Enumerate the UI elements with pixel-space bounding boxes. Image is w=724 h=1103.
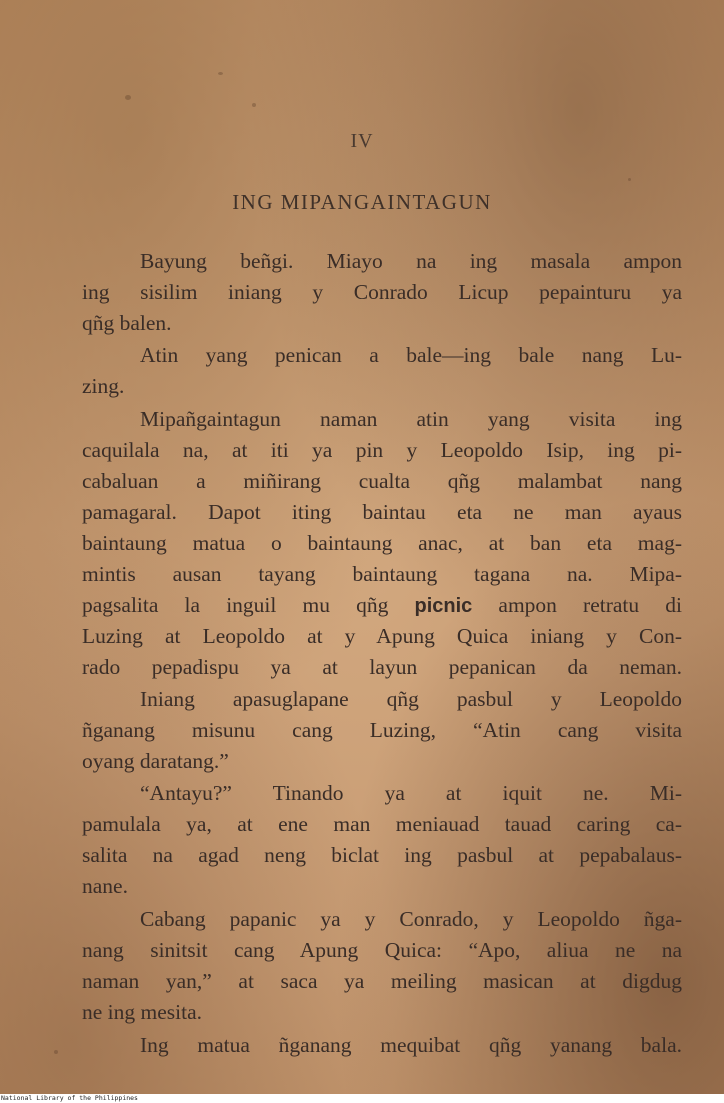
stain	[252, 103, 256, 107]
text-line: rado pepadispu ya at layun pepanican da neman.	[82, 655, 682, 679]
text-line: ñganang misunu cang Luzing, “Atin cang visita	[82, 718, 682, 742]
text-line: Ing matua ñganang mequibat qñg yanang bala.	[140, 1033, 682, 1057]
text-line: caquilala na, at iti ya pin y Leopoldo Isip, ing pi-	[82, 438, 682, 462]
stain	[628, 178, 631, 181]
text-line: salita na agad neng biclat ing pasbul at pepabalaus-	[82, 843, 682, 867]
text-line: cabaluan a miñirang cualta qñg malambat nang	[82, 469, 682, 493]
text-segment: ampon retratu di	[472, 593, 683, 617]
text-line: ne ing mesita.	[82, 1000, 203, 1024]
text-line: pamagaral. Dapot iting baintau eta ne man ayaus	[82, 500, 682, 524]
text-line: naman yan,” at saca ya meiling masican at digdug	[82, 969, 682, 993]
bold-word-picnic: picnic	[414, 595, 473, 617]
text-line: Iniang apasuglapane qñg pasbul y Leopoldo	[140, 687, 682, 711]
chapter-numeral: IV	[350, 130, 374, 152]
text-line: oyang daratang.”	[82, 749, 229, 773]
chapter-title: ING MIPANGAINTAGUN	[232, 190, 492, 214]
text-line: baintaung matua o baintaung anac, at ban eta mag-	[82, 531, 682, 555]
text-line	[82, 590, 682, 620]
text-line: Bayung beñgi. Miayo na ing masala ampon	[140, 249, 682, 273]
stain	[54, 1050, 58, 1054]
text-line: Luzing at Leopoldo at y Apung Quica iniang y Con-	[82, 624, 682, 648]
text-line: Cabang papanic ya y Conrado, y Leopoldo ñga-	[140, 907, 682, 931]
footer-credit: National Library of the Philippines	[0, 1094, 724, 1103]
text-line: nang sinitsit cang Apung Quica: “Apo, aliua ne na	[82, 938, 682, 962]
text-line: pamulala ya, at ene man meniauad tauad caring ca-	[82, 812, 682, 836]
text-line: nane.	[82, 874, 128, 898]
text-line: ing sisilim iniang y Conrado Licup pepainturu ya	[82, 280, 682, 304]
text-line: “Antayu?” Tinando ya at iquit ne. Mi-	[140, 781, 682, 805]
text-line: Atin yang penican a bale—ing bale nang Lu-	[140, 343, 682, 367]
stain	[125, 95, 131, 100]
stain	[218, 72, 223, 75]
text-line: mintis ausan tayang baintaung tagana na. Mipa-	[82, 562, 682, 586]
text-segment: pagsalita la inguil mu qñg	[82, 593, 415, 617]
text-line: qñg balen.	[82, 311, 172, 335]
text-line: zing.	[82, 374, 125, 398]
text-line: Mipañgaintagun naman atin yang visita ing	[140, 407, 682, 431]
